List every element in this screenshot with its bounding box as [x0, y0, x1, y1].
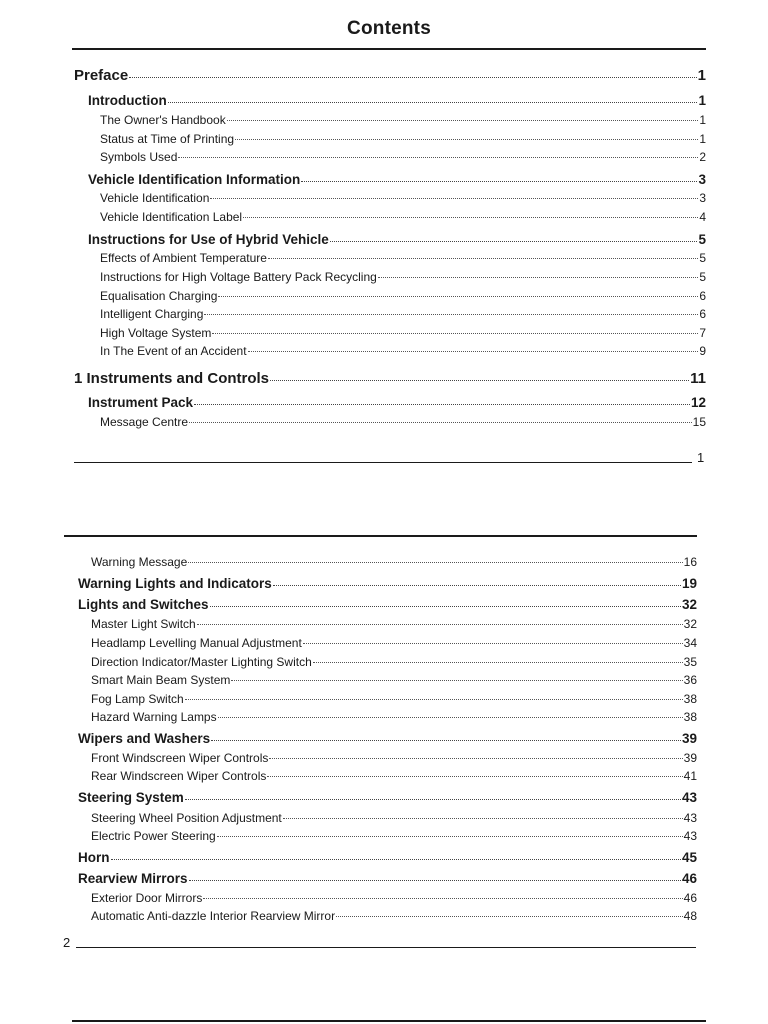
dot-leader — [185, 687, 683, 700]
toc-entry-page: 6 — [699, 307, 706, 321]
toc-subentry — [100, 342, 706, 358]
toc-entry-page: 36 — [683, 673, 697, 687]
toc-entry-page: 34 — [683, 636, 697, 650]
toc-entry-page: 5 — [698, 231, 706, 247]
dot-leader — [218, 705, 683, 718]
toc-entry-title: Steering Wheel Position Adjustment — [91, 811, 282, 825]
toc-entry-title: Status at Time of Printing — [100, 132, 235, 146]
toc-entry — [88, 169, 706, 187]
toc-entry-title: 1 Instruments and Controls — [74, 370, 270, 387]
toc-entry-title: Message Centre — [100, 415, 189, 429]
toc-entry-title: Exterior Door Mirrors — [91, 891, 203, 905]
dot-leader — [313, 650, 683, 663]
dot-leader — [283, 806, 683, 819]
toc-entry-page: 16 — [683, 555, 697, 569]
toc-subentry — [100, 287, 706, 303]
toc-entry-page: 32 — [683, 617, 697, 631]
dot-leader — [197, 612, 683, 625]
toc-subentry — [100, 413, 706, 429]
toc-entry — [78, 787, 697, 805]
toc-subentry — [100, 249, 706, 265]
dot-leader — [189, 866, 681, 881]
toc-entry-page: 3 — [698, 171, 706, 187]
dot-leader — [111, 845, 681, 860]
toc-entry-page: 4 — [699, 210, 706, 224]
dot-leader — [243, 205, 698, 218]
toc-subentry — [100, 324, 706, 340]
toc-entry-page: 41 — [683, 769, 697, 783]
toc-subentry — [91, 553, 697, 569]
toc-entry-page: 38 — [683, 692, 697, 706]
dot-leader — [303, 631, 683, 644]
toc-entry-title: Lights and Switches — [78, 596, 209, 612]
dot-leader — [189, 410, 692, 423]
toc-entry-title: Equalisation Charging — [100, 289, 218, 303]
toc-entry-title: Instructions for High Voltage Battery Pack Recycling — [100, 270, 377, 284]
toc-entry-page: 11 — [690, 370, 706, 387]
toc-entry-title: Vehicle Identification Information — [88, 171, 301, 187]
toc-entry-title: Rearview Mirrors — [78, 870, 188, 886]
toc-entry-page: 15 — [692, 415, 706, 429]
toc-subentry — [91, 634, 697, 650]
dot-leader — [188, 550, 682, 563]
dot-leader — [267, 764, 682, 777]
toc-entry-title: Symbols Used — [100, 150, 178, 164]
dot-leader — [211, 726, 681, 741]
dot-leader — [217, 824, 683, 837]
toc-subentry — [100, 111, 706, 127]
toc-entry-title: Fog Lamp Switch — [91, 692, 184, 706]
dot-leader — [194, 390, 690, 405]
toc-entry-page: 48 — [683, 909, 697, 923]
toc-entry — [78, 868, 697, 886]
toc-entry-page: 39 — [683, 751, 697, 765]
toc-entry-title: Introduction — [88, 92, 167, 108]
title-divider — [72, 48, 706, 50]
toc-entry-title: Effects of Ambient Temperature — [100, 251, 267, 265]
toc-entry-page: 46 — [683, 891, 697, 905]
page-title: Contents — [347, 18, 431, 39]
toc-entry-title: Master Light Switch — [91, 617, 196, 631]
dot-leader — [235, 127, 698, 140]
page-number-2: 2 — [63, 935, 71, 950]
toc-subentry — [100, 305, 706, 321]
toc-entry-title: Wipers and Washers — [78, 730, 211, 746]
toc-subentry — [91, 767, 697, 783]
toc-subentry — [91, 653, 697, 669]
toc-entry-title: Electric Power Steering — [91, 829, 216, 843]
toc-entry — [88, 90, 706, 108]
toc-subentry — [91, 907, 697, 923]
toc-entry — [78, 847, 697, 865]
toc-entry — [88, 392, 706, 410]
toc-subentry — [100, 268, 706, 284]
page-3-top-rule — [72, 1020, 706, 1022]
toc-entry — [88, 229, 706, 247]
toc-entry-title: Steering System — [78, 789, 184, 805]
toc-entry-page: 45 — [681, 849, 697, 865]
toc-entry-page: 9 — [699, 344, 706, 358]
toc-entry-page: 6 — [699, 289, 706, 303]
dot-leader — [212, 321, 698, 334]
dot-leader — [129, 62, 696, 78]
toc-entry-page: 38 — [683, 710, 697, 724]
dot-leader — [336, 904, 683, 917]
dot-leader — [178, 145, 698, 158]
dot-leader — [203, 886, 682, 899]
dot-leader — [231, 668, 682, 681]
dot-leader — [269, 746, 682, 759]
toc-entry-page: 5 — [699, 251, 706, 265]
toc-entry-page: 7 — [699, 326, 706, 340]
page-number-1: 1 — [697, 450, 705, 465]
toc-subentry — [91, 809, 697, 825]
toc-entry-page: 35 — [683, 655, 697, 669]
dot-leader — [270, 365, 689, 381]
toc-entry-title: Hazard Warning Lamps — [91, 710, 217, 724]
toc-entry — [78, 573, 697, 591]
dot-leader — [301, 167, 697, 182]
toc-entry-page: 1 — [699, 113, 706, 127]
dot-leader — [378, 265, 699, 278]
toc-entry-title: Horn — [78, 849, 110, 865]
dot-leader — [268, 246, 698, 259]
toc-entry-title: The Owner's Handbook — [100, 113, 226, 127]
toc-entry-page: 43 — [683, 829, 697, 843]
dot-leader — [168, 88, 698, 103]
toc-entry-title: Instructions for Use of Hybrid Vehicle — [88, 231, 329, 247]
toc-subentry — [91, 749, 697, 765]
dot-leader — [210, 592, 681, 607]
toc-subentry — [91, 889, 697, 905]
toc-entry-title: High Voltage System — [100, 326, 212, 340]
toc-subentry — [91, 671, 697, 687]
toc-entry-page: 1 — [697, 67, 706, 84]
toc-entry-page: 2 — [699, 150, 706, 164]
toc-entry-title: Rear Windscreen Wiper Controls — [91, 769, 267, 783]
toc-entry-page: 1 — [698, 92, 706, 108]
dot-leader — [330, 227, 698, 242]
toc-subentry — [91, 615, 697, 631]
toc-entry-title: Smart Main Beam System — [91, 673, 231, 687]
toc-entry-page: 19 — [681, 575, 697, 591]
toc-entry-title: In The Event of an Accident — [100, 344, 247, 358]
toc-entry-title: Warning Lights and Indicators — [78, 575, 272, 591]
toc-entry-page: 43 — [683, 811, 697, 825]
toc-subentry — [100, 208, 706, 224]
dot-leader — [273, 571, 681, 586]
toc-entry-title: Vehicle Identification — [100, 191, 210, 205]
dot-leader — [185, 785, 681, 800]
toc-entry-title: Automatic Anti-dazzle Interior Rearview Mirror — [91, 909, 336, 923]
dot-leader — [248, 339, 699, 352]
toc-entry-title: Intelligent Charging — [100, 307, 204, 321]
toc-entry-title: Warning Message — [91, 555, 188, 569]
toc-entry-title: Direction Indicator/Master Lighting Switch — [91, 655, 312, 669]
toc-entry-title: Front Windscreen Wiper Controls — [91, 751, 269, 765]
toc-entry — [74, 64, 706, 84]
toc-entry-page: 1 — [699, 132, 706, 146]
toc-entry-page: 46 — [681, 870, 697, 886]
toc-entry-page: 32 — [681, 596, 697, 612]
toc-subentry — [100, 130, 706, 146]
toc-subentry — [100, 148, 706, 164]
toc-subentry — [91, 690, 697, 706]
toc-entry-page: 12 — [690, 394, 706, 410]
toc-entry-page: 43 — [681, 789, 697, 805]
toc-entry-title: Vehicle Identification Label — [100, 210, 243, 224]
toc-entry-page: 5 — [699, 270, 706, 284]
toc-subentry — [91, 708, 697, 724]
dot-leader — [204, 302, 698, 315]
toc-entry-title: Preface — [74, 67, 129, 84]
page-2-footer-rule — [76, 947, 696, 948]
toc-entry — [78, 594, 697, 612]
toc-entry-title: Headlamp Levelling Manual Adjustment — [91, 636, 302, 650]
dot-leader — [227, 108, 699, 121]
page-2-top-rule — [64, 535, 697, 537]
toc-entry — [78, 728, 697, 746]
toc-subentry — [91, 827, 697, 843]
toc-entry-page: 3 — [699, 191, 706, 205]
page-1-footer-rule — [74, 462, 692, 463]
dot-leader — [218, 284, 698, 297]
toc-entry — [74, 367, 706, 387]
toc-entry-title: Instrument Pack — [88, 394, 194, 410]
toc-subentry — [100, 189, 706, 205]
toc-entry-page: 39 — [681, 730, 697, 746]
dot-leader — [210, 186, 698, 199]
